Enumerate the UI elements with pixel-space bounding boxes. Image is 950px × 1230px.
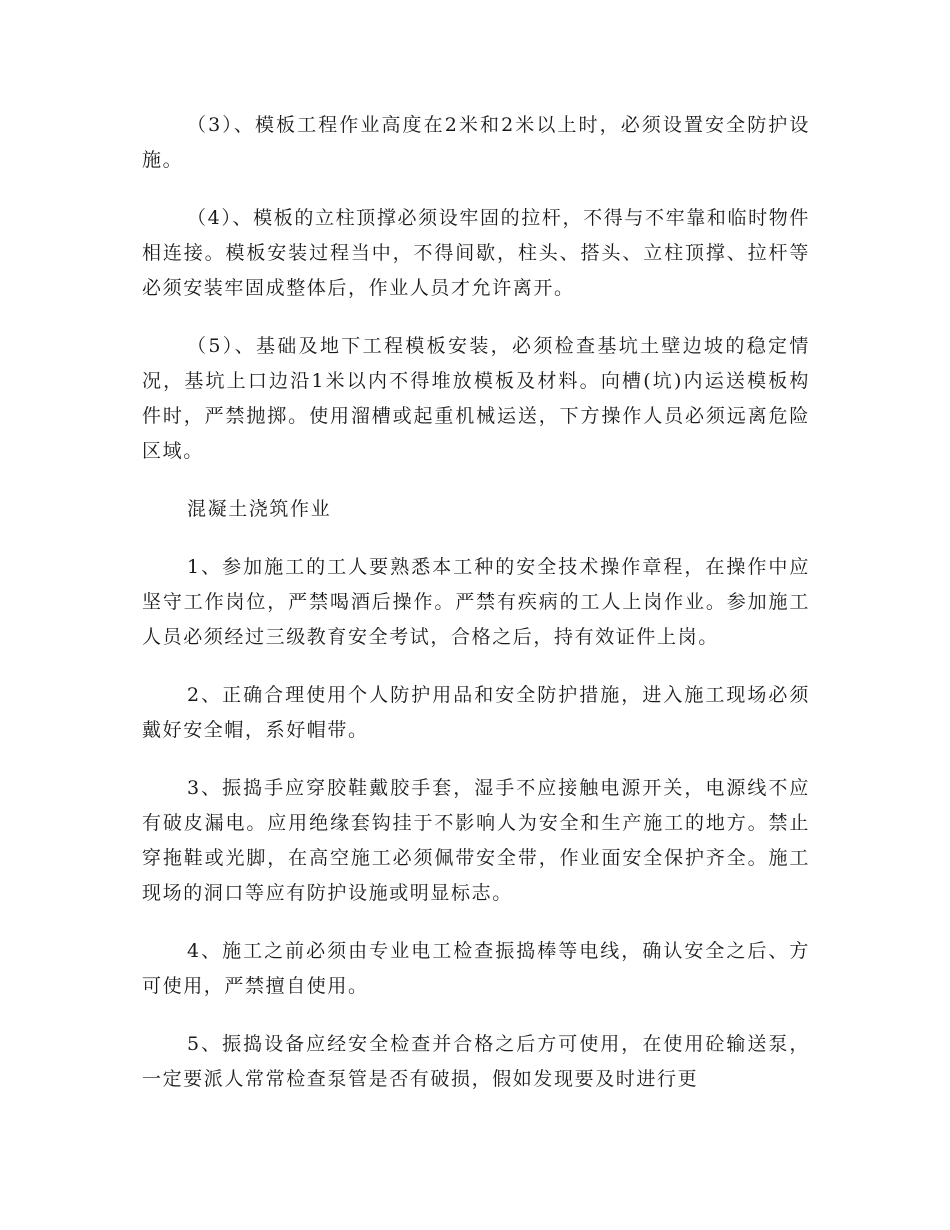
paragraph-gap — [142, 655, 810, 678]
paragraph-formwork-5: （5）、基础及地下工程模板安装，必须检查基坑土壁边坡的稳定情况，基坑上口边沿1米以内不得堆放模板及材料。向槽(坑)内运送模板构件时，严禁抛掷。使用溜槽或起重机械运送，下方操作人员必须远离危险区域。 — [142, 335, 810, 462]
list-item: 4、施工之前必须由专业电工检查振捣棒等电线，确认安全之后、方可使用，严禁擅自使用。 — [142, 940, 810, 997]
paragraph-formwork-3: （3）、模板工程作业高度在2米和2米以上时，必须设置安全防护设施。 — [142, 114, 810, 171]
paragraph-gap — [142, 178, 810, 201]
paragraph-gap — [142, 527, 810, 550]
section-heading: 混凝土浇筑作业 — [187, 498, 332, 520]
list-item: 2、正确合理使用个人防护用品和安全防护措施，进入施工现场必须戴好安全帽，系好帽带。 — [142, 684, 810, 741]
paragraph-gap — [142, 469, 810, 492]
document-body — [142, 108, 810, 1097]
list-item: 1、参加施工的工人要熟悉本工种的安全技术操作章程，在操作中应坚守工作岗位，严禁喝酒后操作。严禁有疾病的工人上岗作业。参加施工人员必须经过三级教育安全考试，合格之后，持有效证件上岗。 — [142, 556, 810, 648]
paragraph-gap — [142, 306, 810, 329]
list-item: 5、振捣设备应经安全检查并合格之后方可使用，在使用砼输送泵，一定要派人常常检查泵管是否有破损，假如发现要及时进行更 — [142, 1033, 810, 1090]
paragraph-gap — [142, 911, 810, 934]
paragraph-gap — [142, 1004, 810, 1027]
paragraph-gap — [142, 748, 810, 771]
list-item: 3、振捣手应穿胶鞋戴胶手套，湿手不应接触电源开关，电源线不应有破皮漏电。应用绝缘套钩挂于不影响人为安全和生产施工的地方。禁止穿拖鞋或光脚，在高空施工必须佩带安全带，作业面安全保护齐全。施工现场的洞口等应有防护设施或明显标志。 — [142, 777, 810, 904]
paragraph-formwork-4: （4）、模板的立柱顶撑必须设牢固的拉杆，不得与不牢靠和临时物件相连接。模板安装过程当中，不得间歇，柱头、搭头、立柱顶撑、拉杆等必须安装牢固成整体后，作业人员才允许离开。 — [142, 207, 810, 299]
